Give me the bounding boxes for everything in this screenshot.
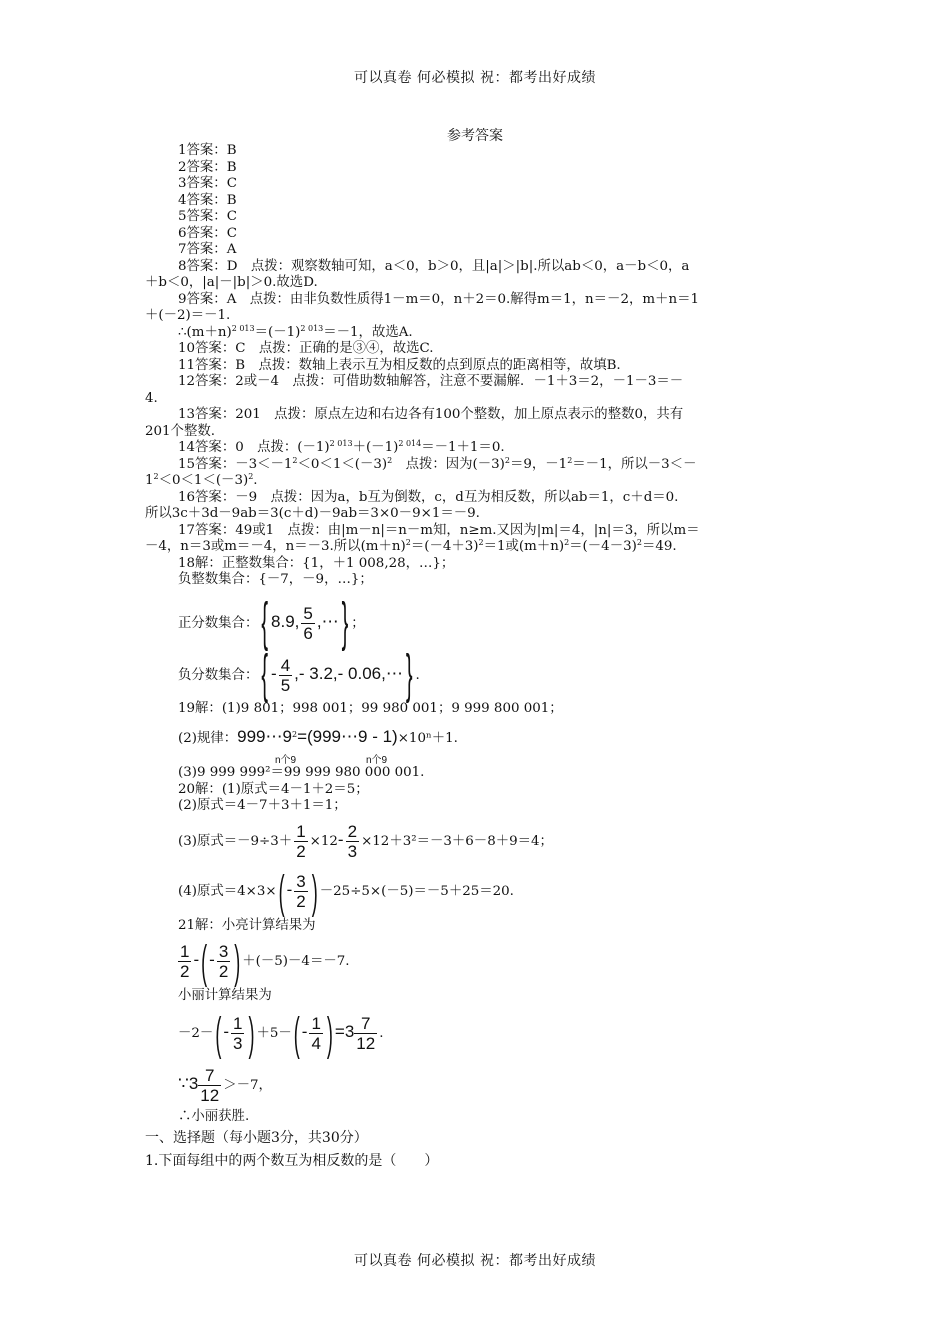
answer-17-line1: 17答案：49或1 点拨：由|m－n|＝n－m知，n≥m.又因为|m|＝4，|n|＝3，所以m＝: [178, 522, 700, 538]
answer-8-line2: ＋b＜0，|a|－|b|＞0.故选D.: [145, 275, 318, 290]
answer-21-xiaoli-expr: －2－ ( - $\frac{1}{3}$ ) ＋5－ ( - $\frac{1}{4}$ ) =3 $\frac{7}{12}$ .: [178, 1007, 384, 1060]
answer-14: 14答案：0 点拨：$(-1)^{2 013}+(-1)^{2 014}=-1+1=0$.: [178, 439, 505, 455]
answer-17-line2: －4，n＝3或m＝－4，n＝－3.所以$(m+n)^2=(-4+3)^2=1$或$(m+n)^2=(-4-3)^2=49$.: [145, 538, 677, 554]
answer-2: 2答案：B: [178, 159, 237, 175]
answer-19-underbrace-label-1: n个9: [275, 755, 297, 766]
answer-16-line1: 16答案：－9 点拨：因为a，b互为倒数，c，d互为相反数，所以ab＝1，c＋d＝0.: [178, 489, 679, 505]
answer-20-part4: (4)原式＝4×3× ( - $\frac{3}{2}$ ) －25÷5×(－5)＝－5＋25＝20.: [178, 865, 514, 918]
answer-9-line1: 9答案：A 点拨：由非负数性质得1－m＝0，n＋2＝0.解得m＝1，n＝－2，m＋n＝1: [178, 291, 699, 307]
answer-18-negative-integers: 负整数集合：{－7，－9，…}；: [178, 572, 373, 587]
answer-19-underbrace-label-2: n个9: [366, 755, 388, 766]
answer-4: 4答案：B: [178, 192, 237, 208]
answer-7: 7答案：A: [178, 242, 237, 257]
answer-13-line1: 13答案：201 点拨：原点左边和右边各有100个整数，加上原点表示的整数0，共有: [178, 407, 684, 422]
answer-15-line2: $1^2<0<1<(-3)^2$.: [145, 472, 258, 488]
page-title: 参考答案: [447, 128, 503, 144]
answer-13-line2: 201个整数.: [145, 423, 215, 439]
question-1: 1.下面每组中的两个数互为相反数的是（ ）: [145, 1153, 439, 1169]
answer-15-line1: 15答案：$-3<-1^2<0<1<(-3)^2$ 点拨：因为$(-3)^2=9$，$-1^2=-1$，所以－3＜－: [178, 455, 697, 472]
answer-9-line2: ＋(－2)＝－1.: [145, 308, 231, 323]
answer-21-xiaoli-label: 小丽计算结果为: [178, 988, 272, 1003]
answer-12-line2: 4.: [145, 390, 158, 406]
answer-20-part3: (3)原式＝－9÷3＋ $\frac{1}{2}$ ×12- $\frac{2}{3}$ ×12＋3²＝－3＋6－8＋9＝4；: [178, 822, 553, 861]
answer-21-xiaoliang-expr: $\frac{1}{2}$ - ( - $\frac{3}{2}$ ) ＋(－5)－4＝－7.: [180, 935, 350, 988]
answer-16-line2: 所以3c＋3d－9ab＝3(c＋d)－9ab＝3×0－9×1＝－9.: [145, 506, 480, 521]
page-footer: 可以真卷 何必模拟 祝：都考出好成绩: [354, 1253, 596, 1269]
answer-11: 11答案：B 点拨：数轴上表示互为相反数的点到原点的距离相等，故填B.: [178, 357, 621, 373]
answer-10: 10答案：C 点拨：正确的是③④，故选C.: [178, 341, 434, 356]
answer-20-part2: (2)原式＝4－7＋3＋1＝1；: [178, 798, 347, 813]
answer-9-line3: $\therefore(m+n)^{2 013}=(-1)^{2 013}=-1$，故选A.: [178, 323, 413, 340]
answer-18-negative-fractions: 负分数集合： { - $\frac{4}{5}$ ,- 3.2,- 0.06,⋯ } .: [178, 645, 420, 706]
answer-6: 6答案：C: [178, 225, 237, 241]
answer-18-positive-fractions: 正分数集合： { 8.9, $\frac{5}{6}$ ,⋯ } ；: [178, 593, 365, 654]
answer-19-part2: (2)规律：$999\cdots 9^2=(999\cdots 9 - 1)\times 10^n+1$.: [178, 727, 458, 746]
answer-20-part1: 20解：(1)原式＝4－1＋2＝5；: [178, 781, 369, 797]
answer-18-positive-integers: 18解：正整数集合：{1，＋1 008,28，…}；: [178, 555, 455, 571]
answer-21-xiaoliang-label: 21解：小亮计算结果为: [178, 918, 316, 933]
answer-3: 3答案：C: [178, 176, 237, 191]
answer-19-part3: (3)9 999 999²＝99 999 980 000 001.: [178, 765, 425, 780]
answer-21-because: ∵3 $\frac{7}{12}$ ＞－7，: [178, 1066, 272, 1105]
answer-21-therefore: ∴小丽获胜.: [178, 1109, 250, 1124]
section-heading: 一、选择题（每小题3分，共30分）: [145, 1130, 368, 1146]
answer-5: 5答案：C: [178, 209, 237, 224]
answer-8-line1: 8答案：D 点拨：观察数轴可知，a＜0，b＞0，且|a|＞|b|.所以ab＜0，a－b＜0，a: [178, 258, 690, 274]
page-header: 可以真卷 何必模拟 祝：都考出好成绩: [354, 70, 596, 86]
answer-19-part1: 19解：(1)9 801；998 001；99 980 001；9 999 800 001；: [178, 701, 563, 716]
answer-12-line1: 12答案：2或－4 点拨：可借助数轴解答，注意不要漏解．－1＋3＝2，－1－3＝－: [178, 374, 684, 389]
answer-1: 1答案：B: [178, 143, 237, 158]
